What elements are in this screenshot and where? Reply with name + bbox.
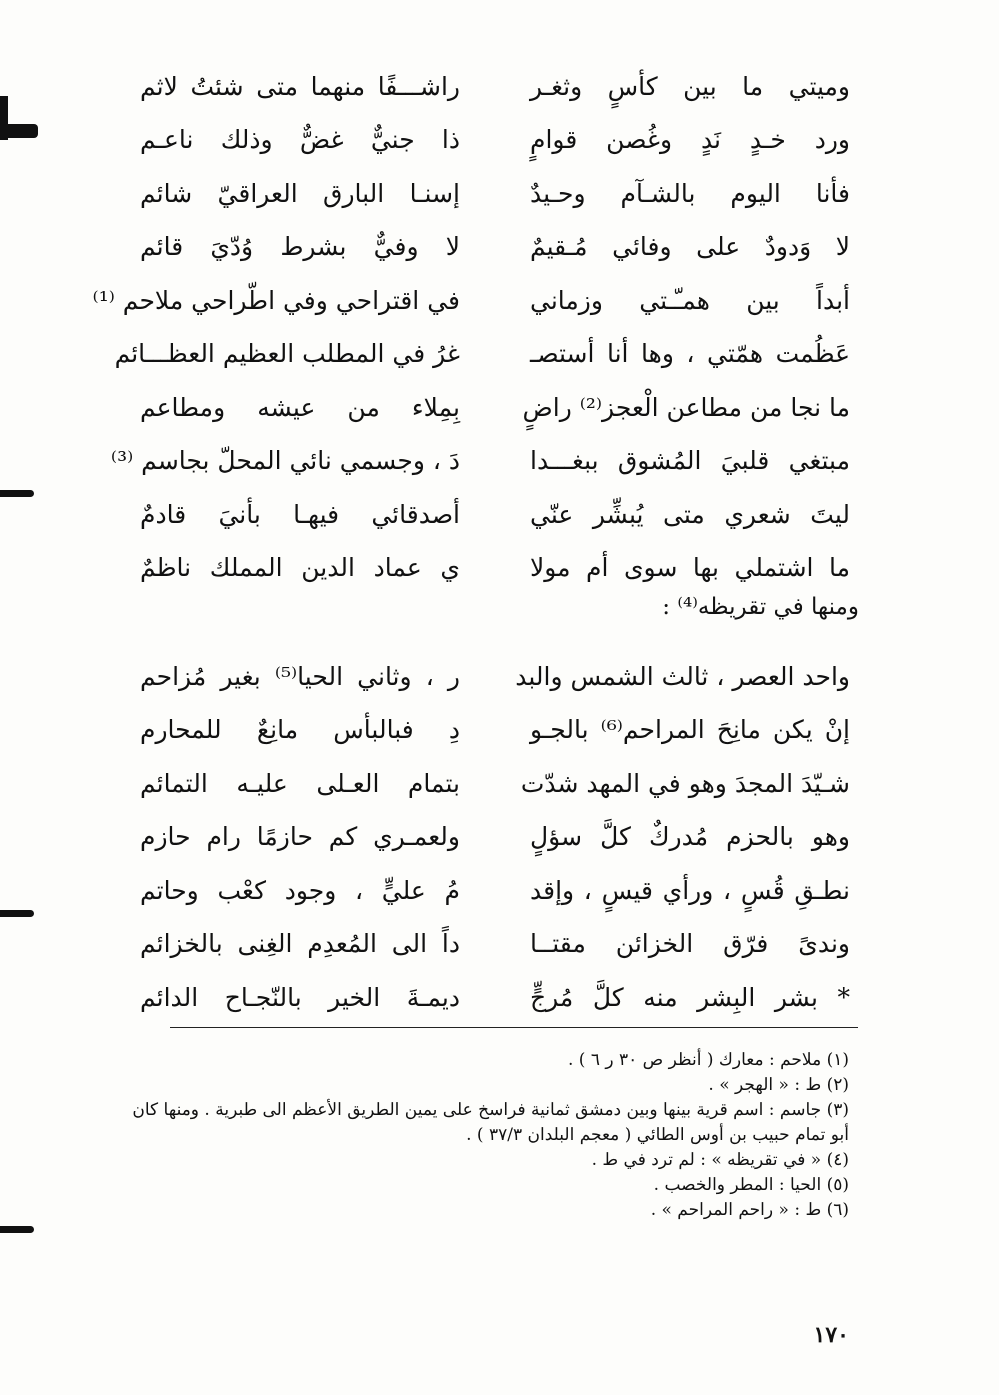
verse-first-half: ما نجا من مطاعن الْعجز⁽²⁾ راضٍ [522,392,850,422]
verse [140,864,850,918]
footnote-6: (٦) ط : « راحم المراحم » . [650,1200,849,1220]
verse [140,811,850,865]
verse-second-half: إسنـا البارق العراقيّ شائم [140,178,460,208]
poem-section-1 [92,60,850,595]
verse-first-half: ما اشتملي بها سوى أم مولا [530,553,850,583]
verse [140,488,850,542]
footnote-4: (٤) « في تقريظه » : لم ترد في ط . [591,1150,849,1170]
verse [140,650,850,704]
verse-first-half: * بشر البِشر منه كلَّ مُرجٍّ [530,982,850,1012]
verse [140,757,850,811]
verse-second-half: ي عماد الدين المملك ناظمٌ [140,553,460,583]
footnote-5: (٥) الحيا : المطر والخصب . [653,1175,849,1195]
page-number: ١٧٠ [813,1322,849,1348]
verse-second-half: دَ ، وجسمي نائي المحلّ بجاسم ⁽³⁾ [110,446,460,476]
verse [140,221,850,275]
verse-first-half: أبداً بين همـّـتي وزماني [530,285,850,315]
footnote-divider [170,1027,858,1028]
scan-edge-mark [0,490,34,497]
verse-second-half: مُ عليٍّ ، وجود كعْب وحاتم [140,875,460,905]
footnote-2: (٢) ط : « الهجر » . [708,1075,849,1095]
verse [140,918,850,972]
verse-second-half: راشـــفًا منهما متى شئتُ لاثم [140,71,460,101]
verse [92,274,850,328]
verse-first-half: إنْ يكن مانِحَ المراحم⁽⁶⁾ بالجـو [530,715,850,745]
verse-first-half: وندىً فرّق الخزائن مقتــا [530,929,850,959]
verse-second-half: ولعمـري كم حازمًا رام حازم [140,822,460,852]
verse [140,167,850,221]
scan-edge-mark [0,1226,34,1233]
verse-second-half: أصدقائي فيهـا بأنيَ قادمٌ [140,499,460,529]
verse-first-half: وهو بالحزم مُدركٌ كلَّ سؤلٍ [530,822,850,852]
verse [110,435,850,489]
verse-second-half: غرُ في المطلب العظيم العظـــائم [114,339,460,369]
verse [140,971,850,1025]
verse-second-half: لا وفيٌّ بشرط وُدّيَ قائم [140,232,460,262]
verse-first-half: وميتي ما بين كأسٍ وثغـر [530,71,850,101]
verse-first-half: مبتغي قلبيَ المُشوق ببغـــدا [530,446,850,476]
verse [114,328,850,382]
footnote-1: (١) ملاحم : معارك ( أنظر ص ٣٠ ر ٦ ) . [568,1050,849,1070]
verse-first-half: لا وَدودٌ على وفائي مُـقيمٌ [530,232,850,262]
verse-first-half: ليتَ شعري متى يُبشِّر عنّي [530,499,850,529]
verse-second-half: دِ فبالبأس مانِعٌ للمحارم [140,715,460,745]
verse [140,381,850,435]
poem-section-2 [140,650,850,1025]
verse-second-half: ذا جنيٌّ غضٌّ وذلك ناعـم [140,125,460,155]
scan-edge-mark [0,96,8,140]
verse [140,704,850,758]
verse [140,60,850,114]
verse-second-half: داً الى المُعدِم الغِنى بالخزائم [140,929,460,959]
verse-second-half: بِمِلاء من عيشه ومطاعم [140,392,460,422]
footnote-3-continued: أبو تمام حبيب بن أوس الطائي ( معجم البلدان ٣٧/٣ ) . [466,1125,849,1145]
verse-second-half: بتمام العـلى عليـه التمائم [140,768,460,798]
verse-first-half: فأنا اليوم بالشـآم وحـيدٌ [530,178,850,208]
verse-first-half: واحد العصر ، ثالث الشمس والبد [515,661,850,691]
verse-second-half: ديمـةَ الخير بالنّجـاح الدائم [140,982,460,1012]
verse [140,542,850,596]
verse-second-half: ر ، وثاني الحيا⁽⁵⁾ بغير مُزاحم [140,661,460,691]
footnotes [99,1048,849,1223]
verse [140,114,850,168]
footnote-3: (٣) جاسم : اسم قرية بينها وبين دمشق ثمانية فراسخ على يمين الطريق الأعظم الى طبرية . ومنها كان [132,1100,849,1120]
verse-first-half: شـيّدَ المجدَ وهو في المهد شدّت [520,768,850,798]
verse-first-half: ورد خـدٍ نَدٍ وغُصن قوامٍ [530,125,850,155]
scan-edge-mark [0,910,34,917]
section-intro: ومنها في تقريظه⁽⁴⁾ : [662,594,859,620]
verse-second-half: في اقتراحي وفي اطّراحي ملاحم ⁽¹⁾ [92,285,460,315]
verse-first-half: عَظُمت همّتي ، وها أنا أستصـ [530,339,850,369]
verse-first-half: نطـقِ قُسٍ ، ورأي قيسٍ ، وإقد [530,875,850,905]
